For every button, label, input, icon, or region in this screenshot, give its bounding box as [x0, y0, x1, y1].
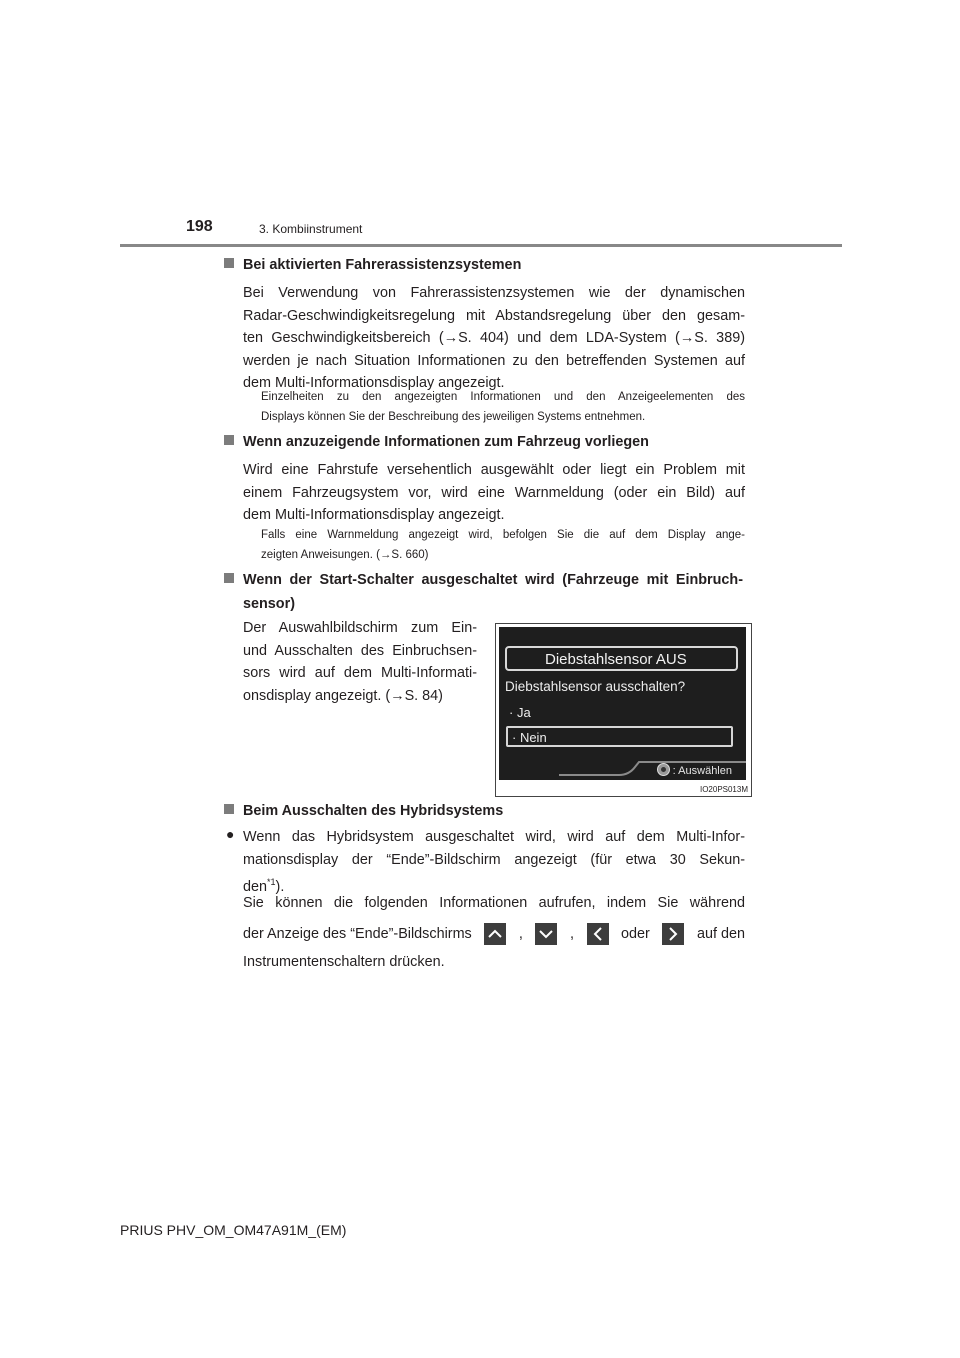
paragraph-driver-assist	[243, 282, 745, 395]
text-line: Radar-Geschwindigkeitsregelung mit Abstandsregelung über den gesam-	[243, 307, 745, 324]
note-vehicle-info	[261, 525, 745, 565]
text-line: Der Auswahlbildschirm zum Ein-	[243, 620, 477, 636]
square-bullet-icon	[224, 573, 234, 583]
section-heading-hybrid-off	[224, 799, 746, 823]
text-line: onsdisplay angezeigt. (→S. 84)	[243, 687, 443, 704]
heading-text: Wenn anzuzeigende Informationen zum Fahrzeug vorliegen	[243, 434, 649, 450]
bullet-hybrid-off	[243, 826, 745, 898]
text-line: Sie können die folgenden Informationen aufrufen, indem Sie während	[243, 895, 745, 911]
text-span: oder	[621, 925, 650, 942]
left-arrow-icon	[587, 923, 609, 945]
separator: ,	[569, 925, 574, 942]
text-line: einem Fahrzeugsystem vor, wird eine Warnmeldung (oder ein Bild) auf	[243, 484, 745, 501]
text-line: werden je nach Situation Informationen zu den betreffenden Systemen auf	[243, 352, 745, 369]
paragraph-start-switch	[243, 617, 477, 707]
text-span: der Anzeige des “Ende”-Bildschirms	[243, 925, 472, 942]
text-span: ).	[275, 878, 285, 895]
note-driver-assist	[261, 387, 745, 427]
option-yes: · Ja	[509, 705, 531, 720]
footer-label: : Auswählen	[672, 765, 732, 777]
screen-footer	[657, 763, 732, 777]
text-line: dem Multi-Informationsdisplay angezeigt.	[243, 375, 505, 391]
heading-text: Bei aktivierten Fahrerassistenzsystemen	[243, 257, 522, 273]
section-heading-vehicle-info	[224, 430, 746, 454]
option-no-selected: · Nein	[506, 726, 733, 747]
dial-knob-icon	[657, 763, 670, 776]
text-line: Wenn das Hybridsystem ausgeschaltet wird, wird auf dem Multi-Infor-	[243, 829, 745, 845]
square-bullet-icon	[224, 258, 234, 268]
document-id: PRIUS PHV_OM_OM47A91M_(EM)	[120, 1222, 347, 1238]
text-line: und Ausschalten des Einbruchsen-	[243, 642, 477, 659]
header-rule	[120, 244, 842, 247]
square-bullet-icon	[224, 435, 234, 445]
text-line: Wird eine Fahrstufe versehentlich ausgewählt oder liegt ein Problem mit	[243, 462, 745, 478]
text-line: dem Multi-Informationsdisplay angezeigt.	[243, 507, 505, 523]
round-bullet-icon: ●	[226, 826, 235, 842]
text-line: Bei Verwendung von Fahrerassistenzsystemen wie der dynamischen	[243, 285, 745, 301]
text-line: Wenn der Start-Schalter ausgeschaltet wird (Fahrzeuge mit Einbruch-	[243, 572, 743, 588]
right-arrow-icon	[662, 923, 684, 945]
text-line: Falls eine Warnmeldung angezeigt wird, befolgen Sie die auf dem Display ange-	[261, 529, 745, 541]
footnote-marker: *1	[267, 877, 276, 887]
text-line: mationsdisplay der “Ende”-Bildschirm angezeigt (für etwa 30 Sekun-	[243, 851, 745, 868]
text-span: den	[243, 878, 268, 895]
text-line: sors wird auf dem Multi-Informati-	[243, 665, 477, 681]
text-line: Displays können Sie der Beschreibung des jeweiligen Systems entnehmen.	[261, 411, 646, 423]
square-bullet-icon	[224, 804, 234, 814]
text-span: auf den	[696, 925, 745, 942]
down-arrow-icon	[535, 923, 557, 945]
up-arrow-icon	[484, 923, 506, 945]
text-line: Einzelheiten zu den angezeigten Informationen und den Anzeigeelementen des	[261, 391, 745, 403]
text-line-with-icons	[243, 923, 745, 946]
section-heading-start-switch	[224, 568, 746, 616]
page-number: 198	[186, 218, 213, 235]
display-figure	[495, 623, 752, 797]
paragraph-vehicle-info	[243, 459, 745, 527]
paragraph-ende-screen	[243, 892, 745, 974]
separator: ,	[518, 925, 523, 942]
section-heading-driver-assist	[224, 253, 746, 277]
chapter-title: 3. Kombiinstrument	[259, 222, 363, 236]
text-line: zeigten Anweisungen. (→S. 660)	[261, 549, 429, 561]
screen-question: Diebstahlsensor ausschalten?	[505, 679, 686, 694]
multi-info-display	[499, 627, 746, 780]
text-line: sensor)	[243, 596, 295, 612]
heading-text: Beim Ausschalten des Hybridsystems	[243, 803, 504, 819]
screen-title: Diebstahlsensor AUS	[505, 646, 738, 671]
text-line: ten Geschwindigkeitsbereich (→S. 404) und dem LDA-System (→S. 389)	[243, 330, 745, 346]
text-line: Instrumentenschaltern drücken.	[243, 954, 445, 970]
heading-text	[243, 568, 743, 616]
figure-code: IO20PS013M	[699, 785, 748, 794]
